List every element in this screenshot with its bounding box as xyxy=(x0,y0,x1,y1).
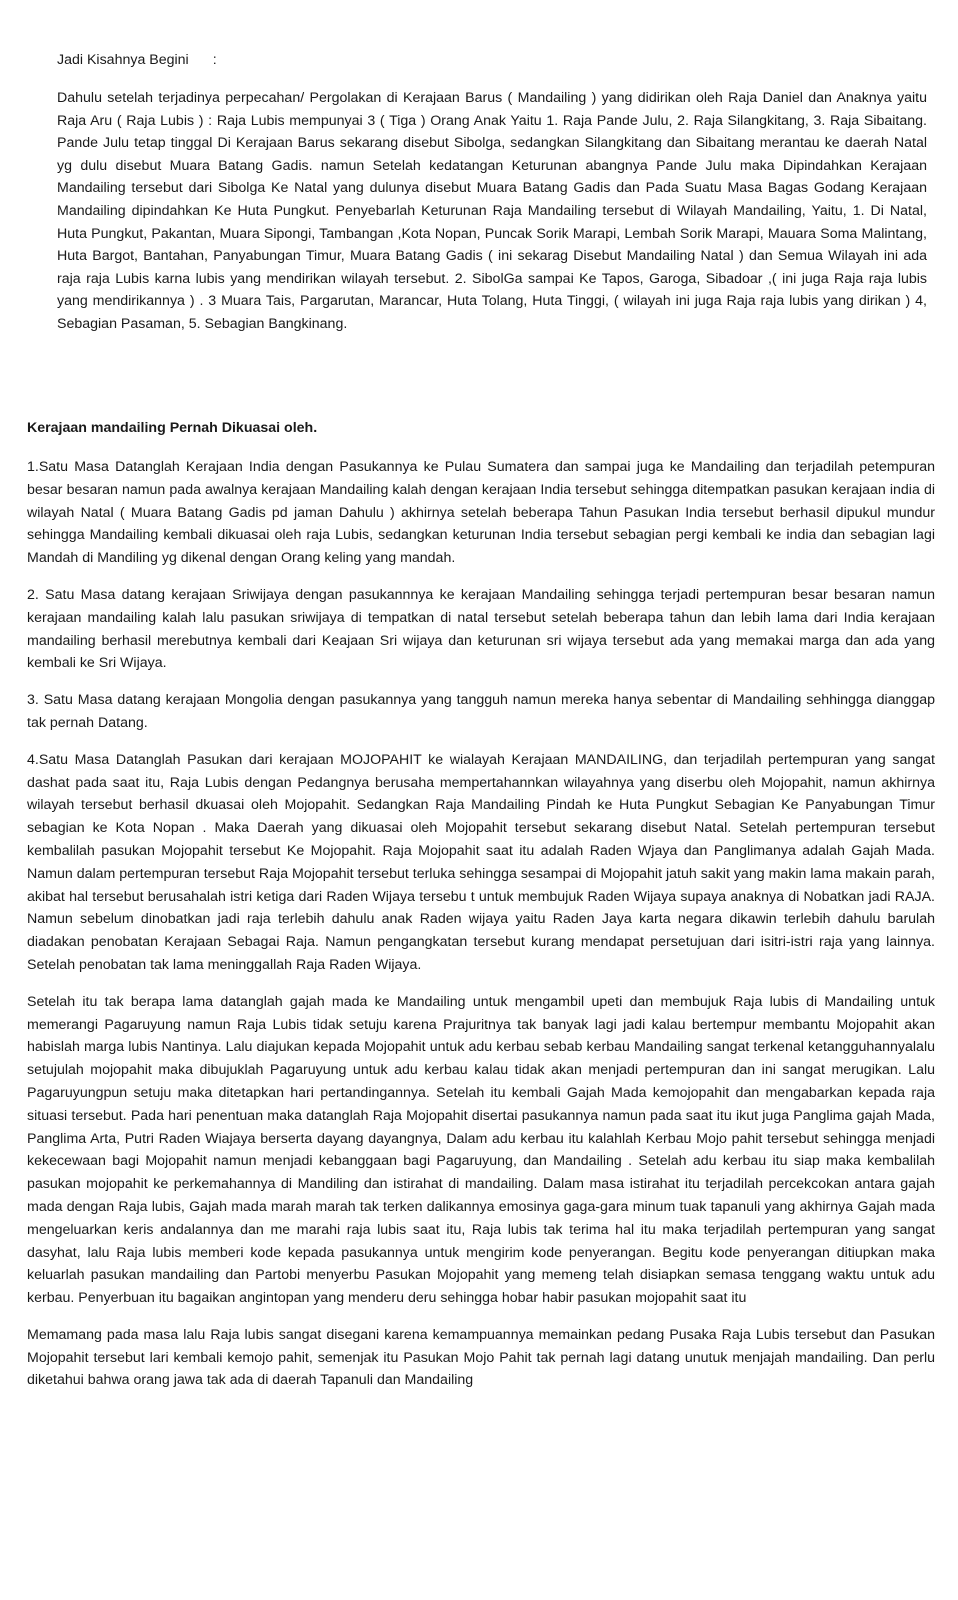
history-section xyxy=(27,418,935,1406)
intro-paragraph: Dahulu setelah terjadinya perpecahan/ Pergolakan di Kerajaan Barus ( Mandailing ) yang didirikan oleh Raja Daniel dan Anaknya yaitu Raja Aru ( Raja Lubis ) : Raja Lubis mempunyai 3 ( Tiga ) Orang Anak Yaitu 1. Raja Pande Julu, 2. Raja Silangkitang, 3. Raja Sibaitang. Pande Julu tetap tinggal Di Kerajaan Barus sekarang disebut Sibolga, sedangkan Silangkitang dan Sibaitang merantau ke daerah Natal yg dulu disebut Muara Batang Gadis. namun Setelah kedatangan Keturunan abangnya Pande Julu maka Dipindahkan Kerajaan Mandailing tersebut dari Sibolga Ke Natal yang dulunya disebut Muara Batang Gadis dan Pada Suatu Masa Bagas Godang Kerajaan Mandailing dipindahkan Ke Huta Pungkut. Penyebarlah Keturunan Raja Mandailing tersebut di Wilayah Mandailing, Yaitu, 1. Di Natal, Huta Pungkut, Pakantan, Muara Sipongi, Tambangan ,Kota Nopan, Puncak Sorik Marapi, Lembah Sorik Marapi, Mauara Soma Malintang, Huta Bargot, Bantahan, Panyabungan Timur, Muara Batang Gadis ( ini sekarag Disebut Mandailing Natal ) dan Semua Wilayah ini ada raja raja Lubis karna lubis yang mendirikan wilayah tersebut. 2. SibolGa sampai Ke Tapos, Garoga, Sibadoar ,( ini juga Raja raja lubis yang mendirikannya ) . 3 Muara Tais, Pargarutan, Marancar, Huta Tolang, Huta Tinggi, ( wilayah ini juga Raja raja lubis yang dirikan ) 4, Sebagian Pasaman, 5. Sebagian Bangkinang. xyxy=(57,90,927,332)
section-title: Kerajaan mandailing Pernah Dikuasai oleh. xyxy=(27,420,318,436)
paragraph-mongolia: 3. Satu Masa datang kerajaan Mongolia dengan pasukannya yang tangguh namun mereka hanya sebentar di Mandailing sehhingga dianggap tak pernah Datang. xyxy=(27,692,935,731)
paragraph-closing: Memamang pada masa lalu Raja lubis sangat disegani karena kemampuannya memainkan pedang Pusaka Raja Lubis tersebut dan Pasukan Mojopahit tersebut lari kembali kemojo pahit, semenjak itu Pasukan Mojo Pahit tak pernah lagi datang unutuk menjajah mandailing. Dan perlu diketahui bahwa orang jawa tak ada di daerah Tapanuli dan Mandailing xyxy=(27,1326,935,1389)
paragraph-sriwijaya: 2. Satu Masa datang kerajaan Sriwijaya dengan pasukannnya ke kerajaan Mandailing sehingga terjadi pertempuran besar besaran namun kerajaan mandailing kalah lalu pasukan sriwijaya di tempatkan di natal tersebut setelah beberapa tahun dan lebih lama dari India kerajaan mandailing berhasil merebutnya kembali dari Keajaan Sri wijaya dan keturunan sri wijaya tersebut ada yang memakai marga dan ada yang kembali ke Sri Wijaya. xyxy=(27,586,935,672)
paragraph-mojopahit: 4.Satu Masa Datanglah Pasukan dari kerajaan MOJOPAHIT ke wialayah Kerajaan MANDAILING, dan terjadilah pertempuran yang sangat dashat pada saat itu, Raja Lubis dengan Pedangnya berusaha mempertahannkan wilayahnya yang diserbu oleh Mojopahit, namun akhirnya wilayah tersebut berhasil dkuasai oleh Mojopahit. Sedangkan Raja Mandailing Pindah ke Huta Pungkut Sebagian Ke Panyabungan Timur sebagian ke Kota Nopan . Maka Daerah yang dikuasai oleh Mojopahit tersebut sekarang disebut Natal. Setelah pertempuran tersebut kembalilah pasukan Mojopahit tersebut Ke Mojopahit. Raja Mojopahit saat itu adalah Raden Wjaya dan Panglimanya adalah Gajah Mada. Namun dalam pertempuran tersebut Raja Mojopahit tersebut terluka sehingga sesampai di Mojopahit jatuh sakit yang makin lama makain parah, akibat hal tersebut berusahalah istri ketiga dari Raden Wijaya tersebu t untuk membujuk Raden Wijaya supaya anaknya di Nobatkan jadi RAJA. Namun sebelum dinobatkan jadi raja terlebih dahulu anak Raden wijaya yaitu Raden Jaya karta negara dikawin terlebih dahulu barulah diadakan penobatan Kerajaan Sebagai Raja. Namun pengangkatan tersebut kurang mendapat persetujuan dari isitri-istri raja yang lainnya. Setelah penobatan tak lama meninggallah Raja Raden Wijaya. xyxy=(27,751,935,973)
intro-heading-colon: : xyxy=(212,52,217,68)
paragraph-india: 1.Satu Masa Datanglah Kerajaan India dengan Pasukannya ke Pulau Sumatera dan sampai juga ke Mandailing dan terjadilah petempuran besar besaran namun pada awalnya kerajaan Mandailing kalah dengan kerajaan India tersebut sehingga ditempatkan pasukan kerajaan india di wilayah Natal ( Muara Batang Gadis pd jaman Dahulu ) akhirnya setelah beberapa Tahun Pasukan India tersebut berhasil dipukul mundur sehingga Mandailing kembali dikuasai oleh raja Lubis, sedangkan keturunan India tersebut sebagian pergi kembali ke india dan sebagian lagi Mandah di Mandiling yg dikenal dengan Orang keling yang mandah. xyxy=(27,459,935,567)
paragraph-adu-kerbau: Setelah itu tak berapa lama datanglah gajah mada ke Mandailing untuk mengambil upeti dan membujuk Raja lubis di Mandailing untuk memerangi Pagaruyung namun Raja Lubis tidak setuju karena Prajuritnya tak banyak lagi jadi kalau bertempur membantu Mojopahit akan habislah marga lubis Nantinya. Lalu diajukan kepada Mojopahit untuk adu kerbau sebab kerbau Mandailing sangat terkenal ketangguhannyalalu setujulah mojopahit maka dibujuklah Pagaruyung untuk adu kerbau kalau tidak akan menjadi pertempuran dan ini sangat merugikan. Lalu Pagaruyungpun setuju maka ditetapkan hari pertandingannya. Setelah itu kembali Gajah Mada kemojopahit dan mengabarkan kepada raja situasi tersebut. Pada hari penentuan maka datanglah Raja Mojopahit disertai pasukannya namun pada saat itu ikut juga Panglima gajah Mada, Panglima Arta, Putri Raden Wiajaya berserta dayang dayangnya, Dalam adu kerbau itu kalahlah Kerbau Mojo pahit tersebut sehingga menjadi kekecewaan bagi Mojopahit namun menjadi kebanggaan bagi Pagaruyung, dan Mandailing . Setelah adu kerbau itu siap maka kembalilah pasukan mojopahit ke perkemahannya di Mandiling dan istirahat di mandailing. Dalam masa istirahat itu terjadilah percekcokan antara gajah mada dengan Raja lubis, Gajah mada marah marah tak terken dalikannya emosinya gaga-gara minum tuak tapanuli yang akhirnya Gajah mada mengeluarkan keris andalannya dan me marahi raja lubis saat itu, Raja lubis tak terima hal itu maka terjadilah pertempuran yang sangat dasyhat, lalu Raja lubis memberi kode kepada pasukannya untuk mengirim kode penyerangan. Begitu kode penyerangan ditiupkan maka keluarlah pasukan mandailing dan Partobi menyerbu Pasukan Mojopahit yang memeng telah disiapkan semasa tenggang waktu untuk adu kerbau. Penyerbuan itu bagaikan angintopan yang menderu deru sehingga hobar habir pasukan mojopahit saat itu xyxy=(27,993,935,1307)
intro-heading-text: Jadi Kisahnya Begini xyxy=(57,52,189,68)
intro-heading xyxy=(57,50,927,70)
intro-block xyxy=(57,50,927,336)
